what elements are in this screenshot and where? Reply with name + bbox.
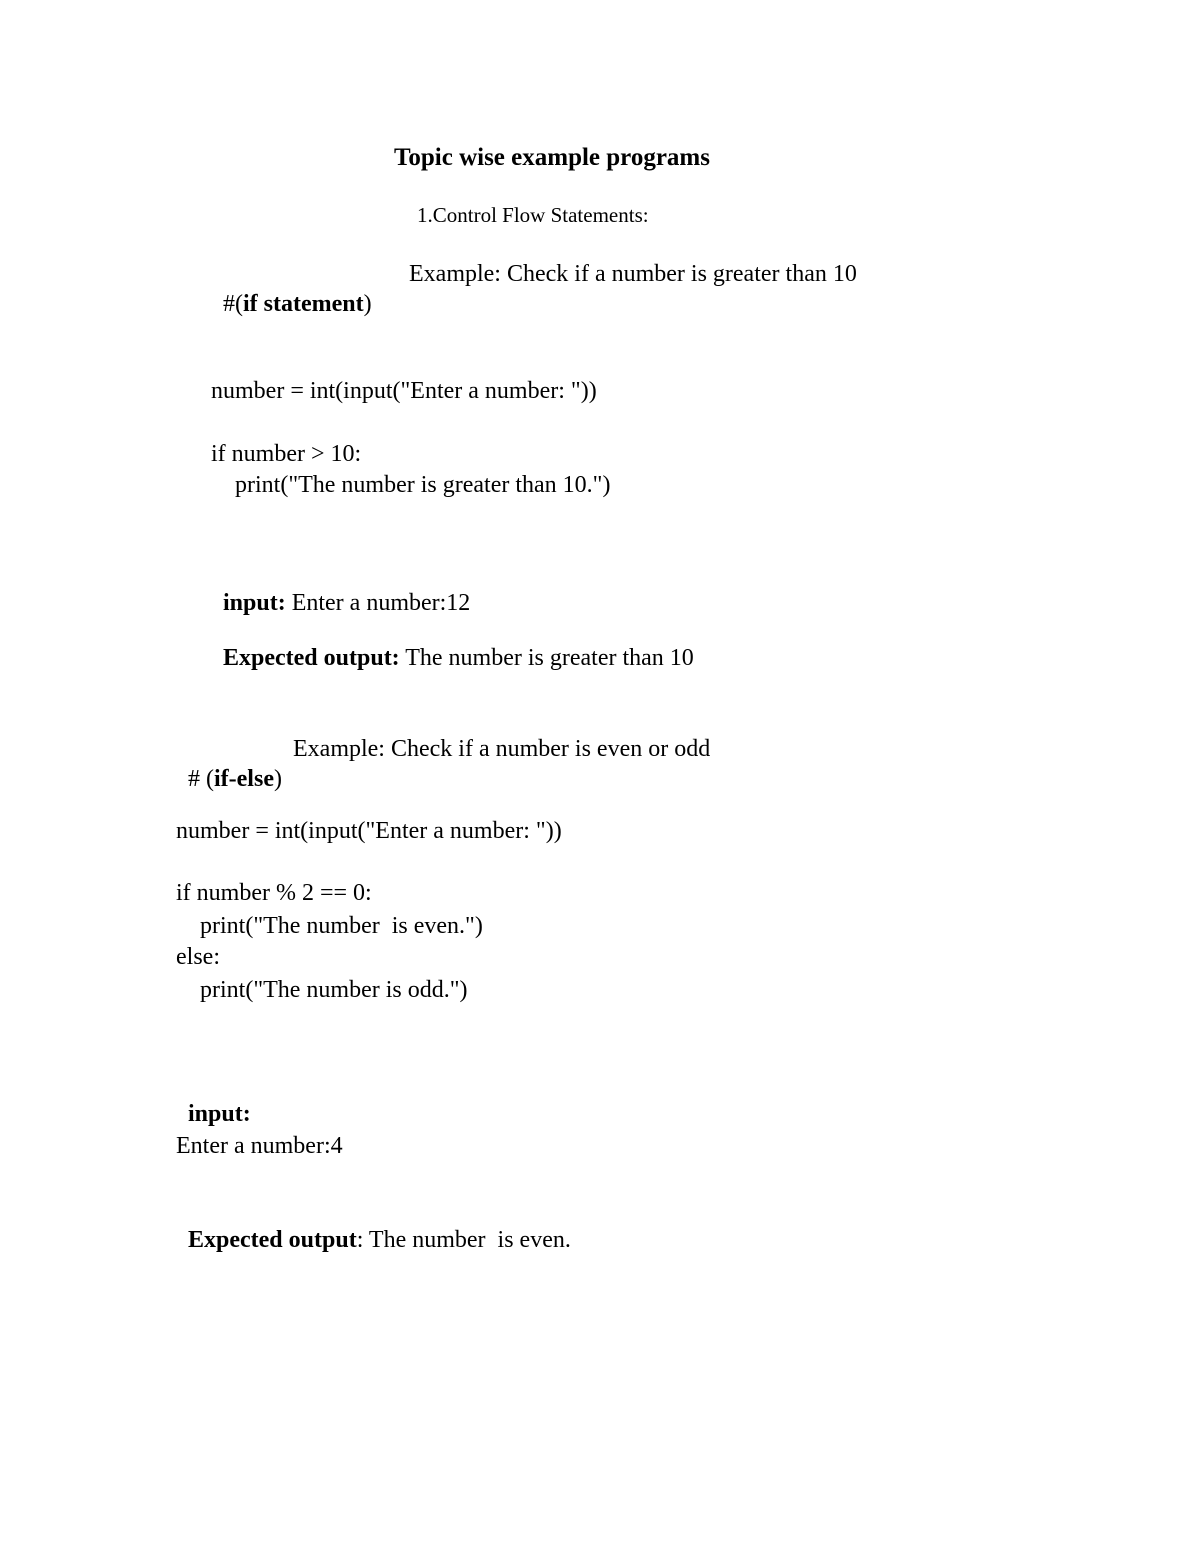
code-line: if number % 2 == 0: [176, 880, 372, 906]
if-else-heading [176, 734, 282, 794]
code-line: else: [176, 944, 220, 970]
input-label-line [176, 1069, 251, 1129]
output-line [176, 1195, 571, 1255]
tag-suffix: ) [273, 766, 282, 792]
output-label: Expected output [188, 1227, 357, 1253]
code-line: print("The number is odd.") [176, 977, 468, 1003]
if-statement-heading [211, 259, 372, 319]
tag-label: if-else [214, 766, 274, 792]
output-value: The number is greater than 10 [399, 645, 694, 671]
input-label: input: [223, 590, 286, 616]
input-label: input: [188, 1101, 251, 1127]
output-line [211, 613, 694, 673]
tag-prefix: #( [223, 291, 243, 317]
page-title: Topic wise example programs [394, 144, 710, 171]
code-line: number = int(input("Enter a number: ")) [176, 818, 562, 844]
input-value-line: Enter a number:4 [176, 1133, 343, 1159]
tag-label: if statement [243, 291, 364, 317]
input-line [211, 558, 470, 618]
section-heading: 1.Control Flow Statements: [417, 203, 649, 227]
code-line: if number > 10: [211, 441, 362, 467]
tag-prefix: # ( [188, 766, 214, 792]
input-value: Enter a number:12 [285, 590, 471, 616]
output-value: : The number is even. [356, 1227, 571, 1253]
code-line: print("The number is even.") [176, 913, 483, 939]
if-statement-example: Example: Check if a number is greater than 10 [409, 261, 857, 287]
output-label: Expected output: [223, 645, 400, 671]
if-else-example: Example: Check if a number is even or odd [293, 736, 711, 762]
code-line: print("The number is greater than 10.") [211, 472, 611, 498]
code-line: number = int(input("Enter a number: ")) [211, 378, 597, 404]
tag-suffix: ) [363, 291, 372, 317]
